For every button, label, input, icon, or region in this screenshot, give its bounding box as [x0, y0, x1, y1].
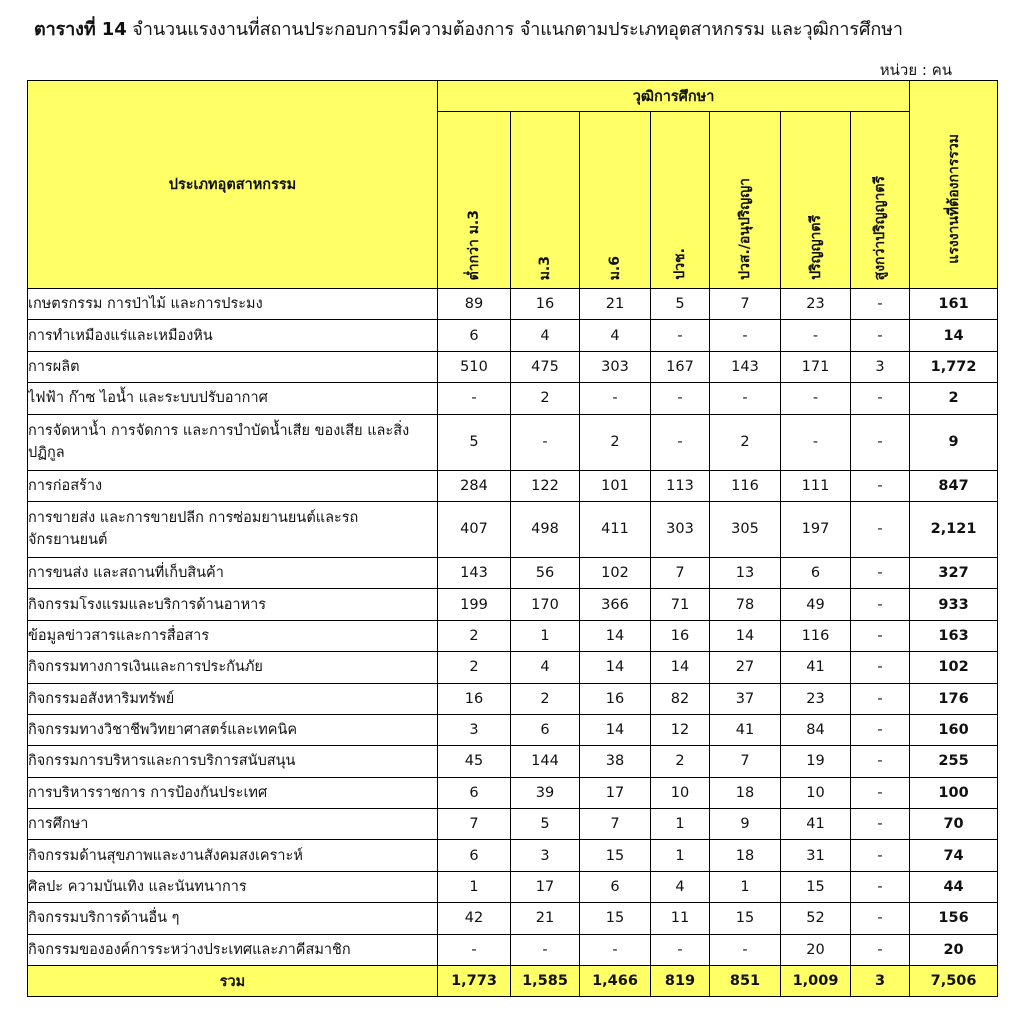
cell-value: -	[851, 871, 910, 902]
cell-value: -	[851, 809, 910, 840]
total-row	[28, 966, 998, 997]
data-table	[27, 80, 998, 997]
cell-value: 21	[511, 903, 580, 934]
cell-value: 14	[580, 652, 651, 683]
header-education-group: วุฒิการศึกษา	[438, 81, 910, 112]
table-row	[28, 414, 998, 470]
cell-value: 20	[781, 934, 851, 965]
column-total: 1,009	[781, 966, 851, 997]
cell-value: 15	[710, 903, 781, 934]
cell-value: 2	[438, 652, 511, 683]
header-education-label: สูงกว่าปริญญาตรี	[872, 175, 889, 280]
cell-value: -	[710, 934, 781, 965]
header-education-label: ม.3	[537, 255, 553, 280]
cell-value: 15	[781, 871, 851, 902]
cell-value: 52	[781, 903, 851, 934]
row-total: 255	[910, 746, 998, 777]
industry-name: กิจกรรมอสังหาริมทรัพย์	[28, 683, 438, 714]
cell-value: -	[851, 557, 910, 588]
table-row	[28, 383, 998, 414]
cell-value: -	[851, 652, 910, 683]
cell-value: -	[580, 934, 651, 965]
industry-name: การก่อสร้าง	[28, 470, 438, 501]
industry-name: ข้อมูลข่าวสารและการสื่อสาร	[28, 620, 438, 651]
row-total: 176	[910, 683, 998, 714]
cell-value: -	[851, 501, 910, 557]
cell-value: 284	[438, 470, 511, 501]
industry-name: เกษตรกรรม การป่าไม้ และการประมง	[28, 289, 438, 320]
industry-name: กิจกรรมการบริหารและการบริการสนับสนุน	[28, 746, 438, 777]
cell-value: 1	[438, 871, 511, 902]
table-row	[28, 320, 998, 351]
cell-value: -	[781, 320, 851, 351]
cell-value: 116	[781, 620, 851, 651]
cell-value: 1	[651, 809, 710, 840]
cell-value: -	[651, 320, 710, 351]
row-total: 163	[910, 620, 998, 651]
cell-value: 23	[781, 289, 851, 320]
table-row	[28, 289, 998, 320]
header-education-label: ต่ำกว่า ม.3	[466, 209, 482, 280]
table-row	[28, 620, 998, 651]
cell-value: -	[511, 414, 580, 470]
cell-value: -	[511, 934, 580, 965]
cell-value: 78	[710, 589, 781, 620]
header-education-label: ปวช.	[672, 248, 688, 280]
cell-value: -	[710, 320, 781, 351]
cell-value: -	[851, 289, 910, 320]
cell-value: -	[851, 840, 910, 871]
cell-value: -	[781, 414, 851, 470]
cell-value: 3	[851, 351, 910, 382]
cell-value: 41	[781, 652, 851, 683]
cell-value: 144	[511, 746, 580, 777]
cell-value: 3	[438, 714, 511, 745]
cell-value: 6	[438, 777, 511, 808]
cell-value: 407	[438, 501, 511, 557]
row-total: 327	[910, 557, 998, 588]
row-total: 847	[910, 470, 998, 501]
cell-value: -	[851, 777, 910, 808]
cell-value: 10	[781, 777, 851, 808]
column-total: 1,585	[511, 966, 580, 997]
header-education	[781, 112, 851, 289]
cell-value: -	[438, 934, 511, 965]
cell-value: 10	[651, 777, 710, 808]
row-total: 2	[910, 383, 998, 414]
row-total: 2,121	[910, 501, 998, 557]
cell-value: 475	[511, 351, 580, 382]
cell-value: -	[438, 383, 511, 414]
cell-value: 14	[580, 714, 651, 745]
cell-value: 89	[438, 289, 511, 320]
cell-value: 303	[651, 501, 710, 557]
cell-value: 45	[438, 746, 511, 777]
cell-value: 13	[710, 557, 781, 588]
cell-value: 42	[438, 903, 511, 934]
cell-value: -	[651, 414, 710, 470]
column-total: 819	[651, 966, 710, 997]
table-row	[28, 871, 998, 902]
table-row	[28, 501, 998, 557]
cell-value: 17	[511, 871, 580, 902]
cell-value: -	[851, 383, 910, 414]
cell-value: -	[851, 414, 910, 470]
cell-value: 18	[710, 777, 781, 808]
cell-value: -	[851, 470, 910, 501]
cell-value: 5	[438, 414, 511, 470]
cell-value: 113	[651, 470, 710, 501]
header-education	[851, 112, 910, 289]
cell-value: 23	[781, 683, 851, 714]
row-total: 20	[910, 934, 998, 965]
cell-value: -	[851, 746, 910, 777]
industry-name: การขายส่ง และการขายปลีก การซ่อมยานยนต์และรถจักรยานยนต์	[28, 501, 438, 557]
grand-total: 7,506	[910, 966, 998, 997]
industry-name: ไฟฟ้า ก๊าซ ไอน้ำ และระบบปรับอากาศ	[28, 383, 438, 414]
total-label: รวม	[28, 966, 438, 997]
industry-name: กิจกรรมทางวิชาชีพวิทยาศาสตร์และเทคนิค	[28, 714, 438, 745]
table-row	[28, 470, 998, 501]
cell-value: -	[851, 934, 910, 965]
cell-value: 1	[710, 871, 781, 902]
cell-value: 9	[710, 809, 781, 840]
cell-value: -	[851, 683, 910, 714]
cell-value: 5	[651, 289, 710, 320]
cell-value: 41	[710, 714, 781, 745]
cell-value: 16	[438, 683, 511, 714]
row-total: 74	[910, 840, 998, 871]
industry-name: กิจกรรมบริการด้านอื่น ๆ	[28, 903, 438, 934]
table-row	[28, 714, 998, 745]
cell-value: -	[851, 903, 910, 934]
cell-value: 1	[511, 620, 580, 651]
cell-value: 7	[710, 746, 781, 777]
cell-value: 2	[580, 414, 651, 470]
header-total-label: แรงงานที่ต้องการรวม	[945, 134, 962, 264]
header-education	[710, 112, 781, 289]
industry-name: การทำเหมืองแร่และเหมืองหิน	[28, 320, 438, 351]
cell-value: 82	[651, 683, 710, 714]
row-total: 14	[910, 320, 998, 351]
row-total: 44	[910, 871, 998, 902]
cell-value: 56	[511, 557, 580, 588]
cell-value: 143	[710, 351, 781, 382]
cell-value: 41	[781, 809, 851, 840]
cell-value: 5	[511, 809, 580, 840]
cell-value: 6	[511, 714, 580, 745]
cell-value: 510	[438, 351, 511, 382]
cell-value: -	[651, 934, 710, 965]
header-education	[580, 112, 651, 289]
cell-value: 14	[580, 620, 651, 651]
industry-name: กิจกรรมด้านสุขภาพและงานสังคมสงเคราะห์	[28, 840, 438, 871]
table-caption: จำนวนแรงงานที่สถานประกอบการมีความต้องการ จำแนกตามประเภทอุตสาหกรรม และวุฒิการศึกษา	[126, 19, 903, 40]
cell-value: 27	[710, 652, 781, 683]
table-row	[28, 683, 998, 714]
cell-value: 49	[781, 589, 851, 620]
column-total: 1,466	[580, 966, 651, 997]
cell-value: 39	[511, 777, 580, 808]
cell-value: 7	[580, 809, 651, 840]
table-row	[28, 351, 998, 382]
header-education-label: ปวส./อนุปริญญา	[737, 178, 753, 280]
industry-name: กิจกรรมขององค์การระหว่างประเทศและภาคีสมาชิก	[28, 934, 438, 965]
cell-value: 498	[511, 501, 580, 557]
cell-value: 16	[580, 683, 651, 714]
cell-value: 16	[651, 620, 710, 651]
cell-value: 6	[438, 840, 511, 871]
table-row	[28, 934, 998, 965]
cell-value: 6	[781, 557, 851, 588]
table-number: ตารางที่ 14	[34, 19, 127, 40]
cell-value: 366	[580, 589, 651, 620]
cell-value: 7	[438, 809, 511, 840]
cell-value: 116	[710, 470, 781, 501]
cell-value: 2	[651, 746, 710, 777]
cell-value: 7	[710, 289, 781, 320]
cell-value: -	[710, 383, 781, 414]
cell-value: -	[851, 320, 910, 351]
cell-value: -	[781, 383, 851, 414]
header-education-label: ปริญญาตรี	[807, 215, 824, 280]
cell-value: 171	[781, 351, 851, 382]
cell-value: -	[851, 620, 910, 651]
cell-value: -	[851, 589, 910, 620]
cell-value: 21	[580, 289, 651, 320]
row-total: 102	[910, 652, 998, 683]
row-total: 933	[910, 589, 998, 620]
cell-value: 4	[511, 320, 580, 351]
cell-value: -	[851, 714, 910, 745]
table-row	[28, 840, 998, 871]
cell-value: 305	[710, 501, 781, 557]
industry-name: การศึกษา	[28, 809, 438, 840]
row-total: 161	[910, 289, 998, 320]
row-total: 100	[910, 777, 998, 808]
column-total: 1,773	[438, 966, 511, 997]
industry-name: กิจกรรมทางการเงินและการประกันภัย	[28, 652, 438, 683]
cell-value: 102	[580, 557, 651, 588]
cell-value: 84	[781, 714, 851, 745]
header-total	[910, 81, 998, 289]
cell-value: 101	[580, 470, 651, 501]
table-row	[28, 809, 998, 840]
row-total: 70	[910, 809, 998, 840]
table-row	[28, 903, 998, 934]
cell-value: 19	[781, 746, 851, 777]
header-education	[511, 112, 580, 289]
table-row	[28, 557, 998, 588]
cell-value: 199	[438, 589, 511, 620]
cell-value: 15	[580, 903, 651, 934]
cell-value: 411	[580, 501, 651, 557]
cell-value: 38	[580, 746, 651, 777]
industry-name: ศิลปะ ความบันเทิง และนันทนาการ	[28, 871, 438, 902]
cell-value: 12	[651, 714, 710, 745]
header-education	[651, 112, 710, 289]
cell-value: 15	[580, 840, 651, 871]
cell-value: 197	[781, 501, 851, 557]
cell-value: 1	[651, 840, 710, 871]
table-row	[28, 777, 998, 808]
cell-value: 17	[580, 777, 651, 808]
industry-name: การขนส่ง และสถานที่เก็บสินค้า	[28, 557, 438, 588]
cell-value: 4	[651, 871, 710, 902]
industry-name: กิจกรรมโรงแรมและบริการด้านอาหาร	[28, 589, 438, 620]
cell-value: 11	[651, 903, 710, 934]
industry-name: การบริหารราชการ การป้องกันประเทศ	[28, 777, 438, 808]
industry-name: การผลิต	[28, 351, 438, 382]
header-education	[438, 112, 511, 289]
column-total: 851	[710, 966, 781, 997]
header-education-label: ม.6	[607, 255, 623, 280]
cell-value: 37	[710, 683, 781, 714]
cell-value: -	[580, 383, 651, 414]
table-row	[28, 589, 998, 620]
row-total: 1,772	[910, 351, 998, 382]
industry-name: การจัดหาน้ำ การจัดการ และการบำบัดน้ำเสีย ของเสีย และสิ่งปฏิกูล	[28, 414, 438, 470]
cell-value: 111	[781, 470, 851, 501]
cell-value: 303	[580, 351, 651, 382]
cell-value: 3	[511, 840, 580, 871]
cell-value: 167	[651, 351, 710, 382]
cell-value: 14	[710, 620, 781, 651]
cell-value: 7	[651, 557, 710, 588]
header-industry: ประเภทอุตสาหกรรม	[28, 81, 438, 289]
cell-value: 170	[511, 589, 580, 620]
cell-value: 2	[511, 383, 580, 414]
cell-value: 16	[511, 289, 580, 320]
cell-value: 2	[511, 683, 580, 714]
cell-value: 143	[438, 557, 511, 588]
cell-value: 31	[781, 840, 851, 871]
cell-value: 4	[580, 320, 651, 351]
page-title	[34, 14, 903, 43]
cell-value: 14	[651, 652, 710, 683]
column-total: 3	[851, 966, 910, 997]
table-row	[28, 746, 998, 777]
cell-value: 2	[710, 414, 781, 470]
cell-value: 122	[511, 470, 580, 501]
cell-value: 71	[651, 589, 710, 620]
row-total: 156	[910, 903, 998, 934]
cell-value: 18	[710, 840, 781, 871]
cell-value: 6	[580, 871, 651, 902]
row-total: 9	[910, 414, 998, 470]
cell-value: 4	[511, 652, 580, 683]
table-row	[28, 652, 998, 683]
cell-value: -	[651, 383, 710, 414]
cell-value: 6	[438, 320, 511, 351]
cell-value: 2	[438, 620, 511, 651]
unit-label: หน่วย : คน	[879, 61, 952, 79]
row-total: 160	[910, 714, 998, 745]
